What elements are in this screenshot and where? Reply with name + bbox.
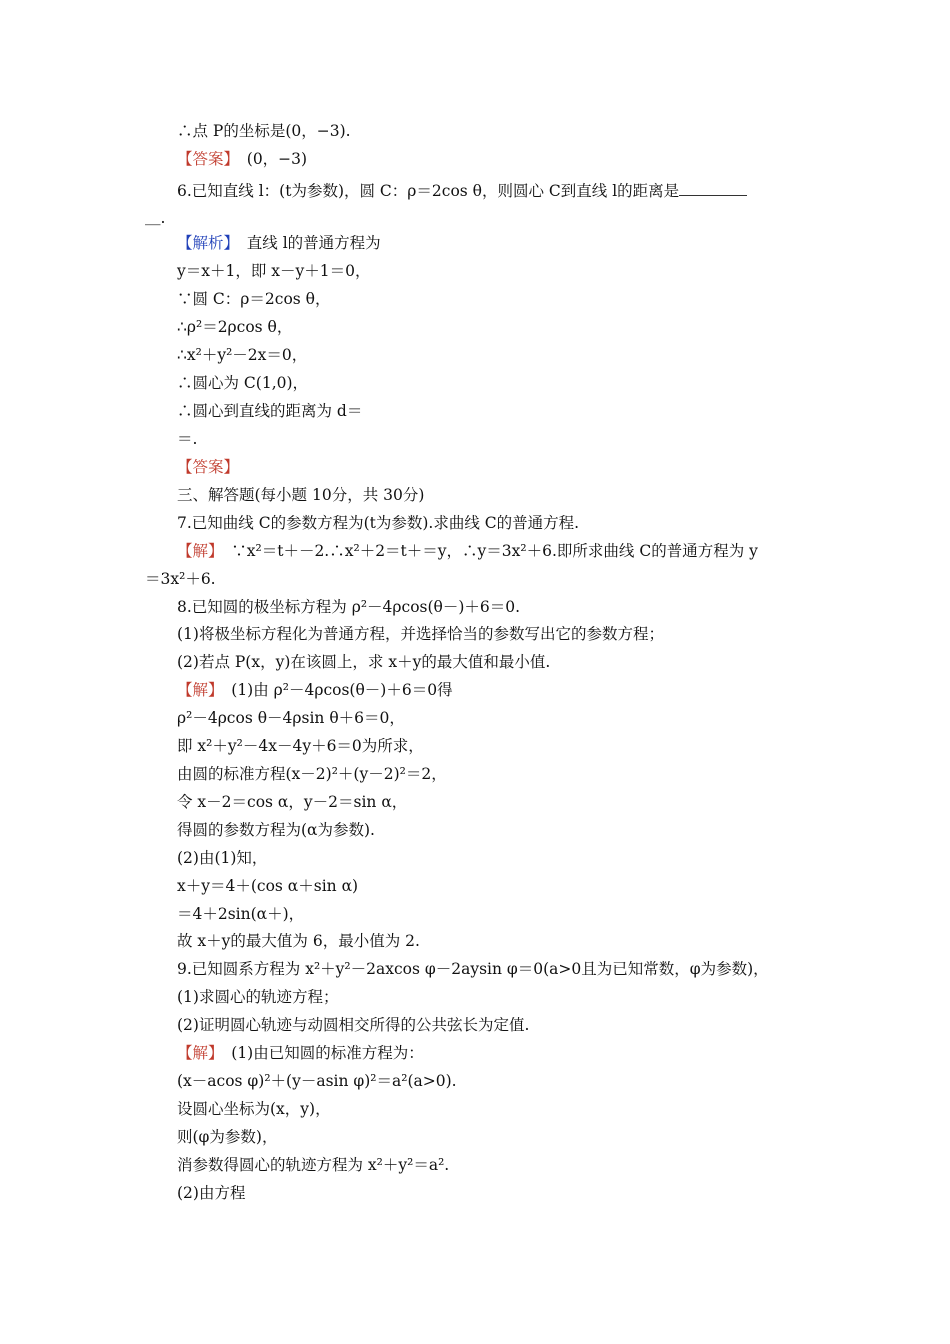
text-line: ∵圆 C：ρ＝2cos θ， (177, 290, 331, 308)
text-line: 即 x²＋y²－4x－4y＋6＝0为所求， (177, 737, 424, 755)
text-line: ＿. (145, 209, 166, 227)
text-line: 则(φ为参数)， (177, 1128, 278, 1146)
answer-blank (679, 181, 747, 196)
text-line: ∴点 P的坐标是(0，−3). (177, 122, 351, 140)
analysis-tag: 【解析】 (177, 234, 232, 252)
question-8: 8.已知圆的极坐标方程为 ρ²－4ρcos(θ－)＋6＝0. (177, 598, 521, 616)
answer-line (177, 457, 239, 477)
section-heading: 三、解答题(每小题 10分，共 30分) (177, 486, 425, 504)
text-line: ∴圆心到直线的距离为 d＝ (177, 402, 363, 420)
text-line: (2)若点 P(x，y)在该圆上，求 x＋y的最大值和最小值. (177, 653, 551, 671)
solution-line: 【解】 (1)由 ρ²－4ρcos(θ－)＋6＝0得 (177, 681, 453, 699)
text-line: y＝x＋1，即 x－y＋1＝0， (177, 262, 371, 280)
text-line: 设圆心坐标为(x，y)， (177, 1100, 331, 1118)
text-line: (2)由方程 (177, 1184, 246, 1202)
text-line: 得圆的参数方程为(α为参数). (177, 821, 375, 839)
text-line: ρ²－4ρcos θ－4ρsin θ＋6＝0， (177, 709, 405, 727)
solution-tag: 【解】 (177, 1044, 216, 1062)
text-line: ∴ρ²＝2ρcos θ， (177, 318, 293, 336)
text-line: (1)将极坐标方程化为普通方程，并选择恰当的参数写出它的参数方程； (177, 625, 664, 643)
solution-line: 【解】 (1)由已知圆的标准方程为： (177, 1044, 424, 1062)
text-line: (2)证明圆心轨迹与动圆相交所得的公共弦长为定值. (177, 1016, 530, 1034)
question-9: 9.已知圆系方程为 x²＋y²－2axcos φ－2aysin φ＝0(a>0且为已知常数，φ为参数)， (177, 960, 769, 978)
text-line: 消参数得圆心的轨迹方程为 x²＋y²＝a². (177, 1156, 450, 1174)
text-line: x＋y＝4＋(cos α＋sin α) (177, 877, 359, 895)
text-line: 由圆的标准方程(x－2)²＋(y－2)²＝2， (177, 765, 447, 783)
text-line: (1)求圆心的轨迹方程； (177, 988, 339, 1006)
analysis-line: 【解析】 直线 l的普通方程为 (177, 234, 381, 252)
text-line: 令 x－2＝cos α，y－2＝sin α， (177, 793, 408, 811)
text-line: 故 x＋y的最大值为 6，最小值为 2. (177, 932, 420, 950)
answer-line: 【答案】 (0，−3) (177, 150, 308, 168)
text-line: ∴圆心为 C(1,0)， (177, 374, 309, 392)
solution-tag: 【解】 (177, 542, 216, 560)
answer-tag: 【答案】 (177, 150, 232, 168)
text-line: ∴x²＋y²－2x＝0， (177, 346, 308, 364)
solution-line: 【解】 ∵x²＝t＋－2.∴x²＋2＝t＋＝y，∴y＝3x²＋6.即所求曲线 C的普通方程为 y (177, 542, 758, 560)
solution-tag: 【解】 (177, 681, 216, 699)
answer-tag: 【答案】 (177, 458, 240, 476)
text-line: (x－acos φ)²＋(y－asin φ)²＝a²(a>0). (177, 1072, 457, 1090)
text-line: ＝4＋2sin(α＋)， (177, 905, 305, 923)
text-line: ＝. (177, 430, 198, 448)
text-line: (2)由(1)知， (177, 849, 268, 867)
question-6: 6.已知直线 l：(t为参数)，圆 C：ρ＝2cos θ，则圆心 C到直线 l的距离是 (177, 181, 747, 201)
text-line: ＝3x²＋6. (145, 570, 216, 588)
question-7: 7.已知曲线 C的参数方程为(t为参数).求曲线 C的普通方程. (177, 514, 580, 532)
